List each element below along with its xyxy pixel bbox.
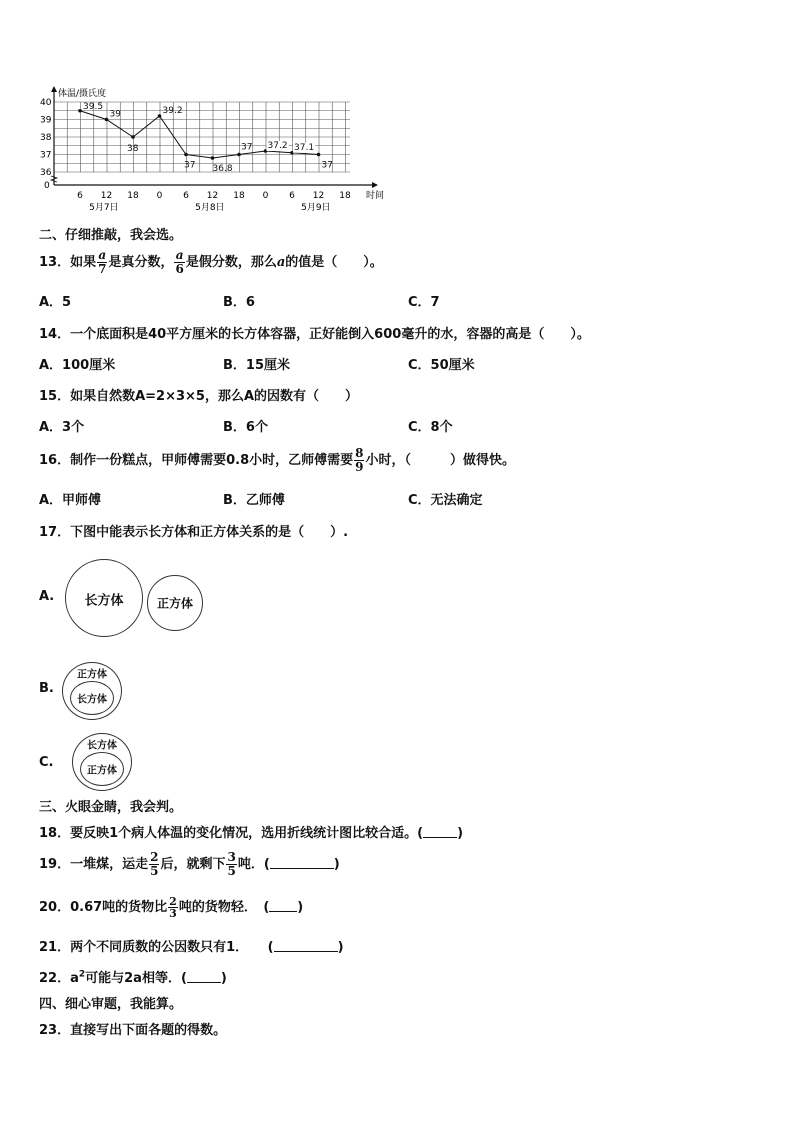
question-15: 15．如果自然数A=2×3×5，那么A的因数有（ ） <box>39 389 359 404</box>
q20-post: 吨的货物轻． ( <box>178 900 270 915</box>
data-point-label: 38 <box>127 144 139 154</box>
data-point-label: 37.1 <box>294 142 315 153</box>
q14-option-c[interactable]: C．50厘米 <box>408 358 475 373</box>
data-point <box>158 114 162 118</box>
question-18 <box>39 822 463 841</box>
section-4-heading: 四、细心审题，我能算。 <box>39 997 183 1012</box>
q18-close: ) <box>457 826 464 841</box>
x-day-label: 5月8日 <box>195 203 225 213</box>
q13-post2: 的值是（ ）。 <box>285 255 383 270</box>
y-axis-label: 体温/摄氏度 <box>58 89 107 99</box>
q13-f2-num: a <box>175 248 184 262</box>
y-tick-label: 38 <box>40 133 52 143</box>
q19-fraction-1 <box>149 851 159 878</box>
q13-var: a <box>276 255 286 270</box>
question-14: 14．一个底面积是40平方厘米的长方体容器，正好能倒入600毫升的水，容器的高是（ ）。 <box>39 327 590 342</box>
question-22 <box>39 967 227 986</box>
q17-b-cube-label: 正方体 <box>77 669 107 681</box>
x-day-label: 5月7日 <box>89 203 119 213</box>
q17-option-a-letter[interactable]: A. <box>39 589 55 604</box>
data-point <box>131 135 135 139</box>
x-tick-label: 18 <box>233 191 245 201</box>
q13-f1-den: 7 <box>98 262 107 276</box>
q22-post: 可能与2a相等．( <box>85 971 187 986</box>
q15-option-a[interactable]: A．3个 <box>39 420 85 435</box>
x-tick-label: 6 <box>183 191 189 201</box>
q17-a-cuboid-label: 长方体 <box>84 593 124 609</box>
q21-text: 21．两个不同质数的公因数只有1． ( <box>39 940 274 955</box>
y-tick-label: 37 <box>40 150 52 161</box>
q15-option-c[interactable]: C．8个 <box>408 420 453 435</box>
x-tick-label: 12 <box>206 191 219 201</box>
q13-fraction-2 <box>174 249 184 276</box>
temperature-line-chart <box>28 84 388 214</box>
data-point-label: 39.2 <box>162 106 183 116</box>
q21-close: ) <box>337 940 344 955</box>
y-axis-arrow <box>51 86 57 92</box>
data-point-label: 37 <box>321 160 333 171</box>
data-point-label: 37.2 <box>267 141 288 151</box>
q13-fraction-1 <box>97 249 107 276</box>
q19-f2-den: 5 <box>227 864 236 878</box>
data-point <box>211 156 215 160</box>
q17-c-cuboid-label: 长方体 <box>87 740 117 752</box>
x-tick-label: 6 <box>77 191 83 201</box>
q16-option-c[interactable]: C．无法确定 <box>408 493 483 508</box>
q13-prefix: 13．如果 <box>39 255 97 270</box>
y-origin-label: 0 <box>44 181 50 191</box>
data-point <box>237 153 241 157</box>
q20-f-den: 3 <box>169 907 177 920</box>
q16-fraction <box>354 447 364 474</box>
data-point <box>317 153 321 157</box>
data-point-label: 37 <box>241 142 253 153</box>
q13-option-b[interactable]: B．6 <box>223 295 255 310</box>
q16-post: 小时，（ ）做得快。 <box>365 453 515 468</box>
q22-prefix: 22．a <box>39 971 79 986</box>
x-axis-arrow <box>372 182 378 188</box>
q21-answer-blank[interactable] <box>274 939 338 952</box>
q19-fraction-2 <box>226 851 236 878</box>
q17-option-b-letter[interactable]: B. <box>39 681 54 696</box>
q13-f1-num: a <box>98 248 107 262</box>
q20-f-num: 2 <box>169 895 177 908</box>
question-20 <box>39 890 303 926</box>
q17-c-cube-label: 正方体 <box>87 765 117 777</box>
q20-prefix: 20．0.67吨的货物比 <box>39 900 168 915</box>
axis-break-mark <box>51 176 57 182</box>
y-tick-label: 36 <box>40 168 52 178</box>
q22-close: ) <box>220 971 227 986</box>
q13-option-c[interactable]: C．7 <box>408 295 440 310</box>
q13-mid: 是真分数， <box>108 255 174 270</box>
q17-option-c-letter[interactable]: C. <box>39 755 54 770</box>
question-17: 17．下图中能表示长方体和正方体关系的是（ ）. <box>39 525 349 540</box>
x-tick-label: 6 <box>289 191 295 201</box>
data-point-label: 39 <box>109 109 121 120</box>
data-point <box>184 153 188 157</box>
section-3-heading: 三、火眼金睛，我会判。 <box>39 800 183 815</box>
q18-text: 18．要反映1个病人体温的变化情况，选用折线统计图比较合适。( <box>39 826 424 841</box>
q16-f-den: 9 <box>355 460 364 474</box>
q18-answer-blank[interactable] <box>423 825 457 838</box>
x-day-label: 5月9日 <box>301 203 331 213</box>
q22-answer-blank[interactable] <box>187 970 221 983</box>
x-tick-label: 18 <box>127 191 139 201</box>
q19-f1-den: 5 <box>150 864 159 878</box>
q15-option-b[interactable]: B．6个 <box>223 420 268 435</box>
y-tick-label: 39 <box>40 115 52 126</box>
q19-f2-num: 3 <box>227 850 236 864</box>
q19-answer-blank[interactable] <box>270 856 334 869</box>
q14-option-a[interactable]: A．100厘米 <box>39 358 116 373</box>
q19-post: 吨．( <box>237 857 270 872</box>
q22-exponent: 2 <box>78 969 86 980</box>
data-point-label: 39.5 <box>83 101 104 112</box>
q19-f1-num: 2 <box>150 850 159 864</box>
q16-option-a[interactable]: A．甲师傅 <box>39 493 102 508</box>
question-23: 23．直接写出下面各题的得数。 <box>39 1023 227 1038</box>
q20-close: ) <box>297 900 304 915</box>
y-tick-label: 40 <box>40 98 52 108</box>
data-point <box>78 109 82 113</box>
question-21 <box>39 936 344 955</box>
q13-option-a[interactable]: A．5 <box>39 295 72 310</box>
q20-fraction <box>168 896 178 919</box>
data-point <box>105 118 109 122</box>
section-2-heading: 二、仔细推敲，我会选。 <box>39 228 183 243</box>
q19-mid: 后，就剩下 <box>160 857 226 872</box>
x-tick-label: 18 <box>339 191 351 201</box>
question-13 <box>39 248 383 278</box>
x-tick-label: 12 <box>312 191 325 201</box>
q19-close: ) <box>333 857 340 872</box>
x-tick-label: 12 <box>100 191 113 201</box>
q16-option-b[interactable]: B．乙师傅 <box>223 493 285 508</box>
data-point-label: 37 <box>184 160 196 171</box>
x-tick-label: 0 <box>262 191 269 201</box>
x-axis-label: 时间 <box>365 191 385 201</box>
q13-f2-den: 6 <box>175 262 184 276</box>
q16-prefix: 16．制作一份糕点，甲师傅需要0.8小时，乙师傅需要 <box>39 453 354 468</box>
question-16 <box>39 446 515 476</box>
q19-prefix: 19．一堆煤，运走 <box>39 857 149 872</box>
question-19 <box>39 845 340 885</box>
data-point-label: 36.8 <box>212 164 233 174</box>
q13-post1: 是假分数，那么 <box>185 255 277 270</box>
q17-b-cuboid-label: 长方体 <box>77 694 107 706</box>
x-tick-label: 0 <box>156 191 163 201</box>
q16-f-num: 8 <box>355 446 364 460</box>
q20-answer-blank[interactable] <box>269 899 297 912</box>
q14-option-b[interactable]: B．15厘米 <box>223 358 290 373</box>
q17-a-cube-label: 正方体 <box>156 596 194 611</box>
